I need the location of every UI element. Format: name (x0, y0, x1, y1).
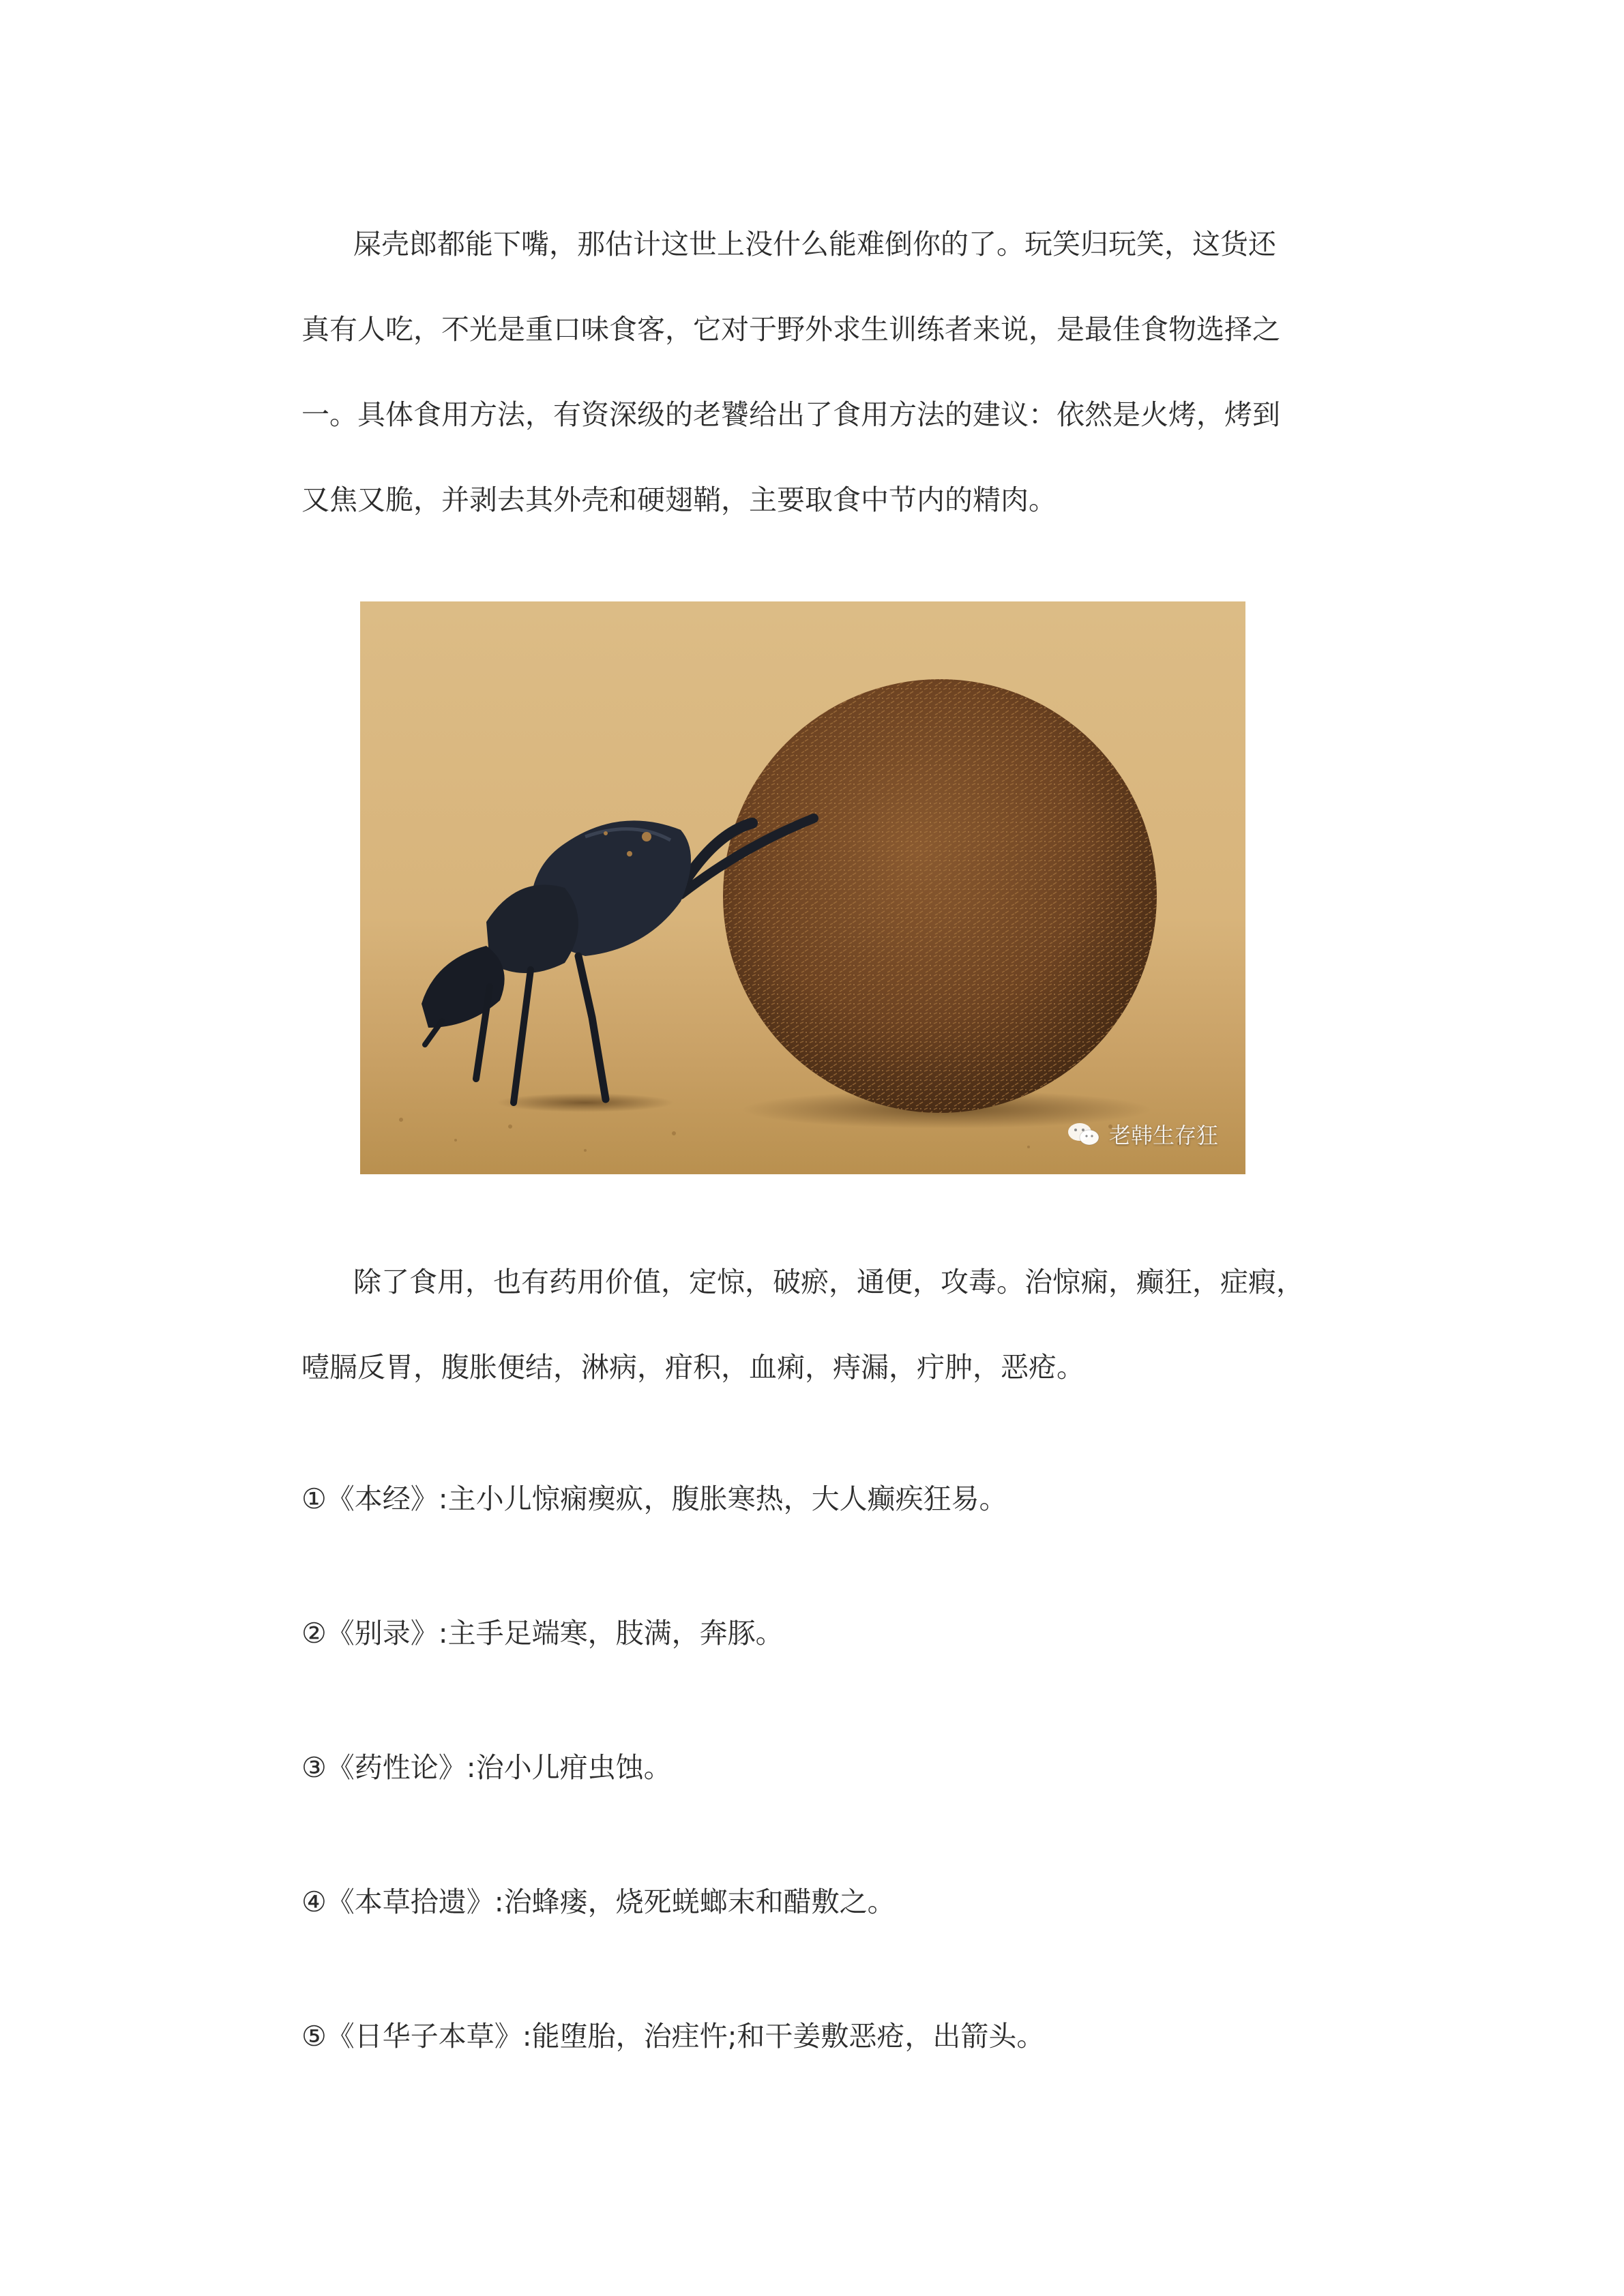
wechat-icon (1067, 1120, 1101, 1148)
medicinal-paragraph (301, 1240, 1311, 1410)
beetle-illustration (360, 601, 1245, 1174)
reference-item: ①《本经》:主小儿惊痫瘈疭，腹胀寒热，大人癫疾狂易。 (301, 1482, 1007, 1515)
paragraph-line: 噎膈反胃，腹胀便结，淋病，疳积，血痢，痔漏，疔肿，恶疮。 (301, 1351, 1084, 1384)
intro-paragraph (301, 202, 1311, 543)
paragraph-line: 除了食用，也有药用价值，定惊，破瘀，通便，攻毒。治惊痫，癫狂，症瘕， (353, 1266, 1304, 1298)
paragraph-line: 真有人吃，不光是重口味食客，它对于野外求生训练者来说，是最佳食物选择之 (301, 313, 1280, 346)
reference-item: ⑤《日华子本草》:能堕胎，治疰忤;和干姜敷恶疮，出箭头。 (301, 2020, 1045, 2053)
reference-item: ③《药性论》:治小儿疳虫蚀。 (301, 1751, 672, 1784)
paragraph-line: 屎壳郎都能下嘴，那估计这世上没什么能难倒你的了。玩笑归玩笑，这货还 (353, 228, 1276, 260)
paragraph-line: 又焦又脆，并剥去其外壳和硬翅鞘，主要取食中节内的精肉。 (301, 483, 1057, 516)
watermark (1067, 1118, 1218, 1150)
watermark-text: 老韩生存狂 (1108, 1122, 1218, 1148)
reference-item: ④《本草拾遗》:治蜂瘘，烧死蜣螂末和醋敷之。 (301, 1885, 896, 1918)
dung-beetle-photo (360, 601, 1245, 1174)
paragraph-line: 一。具体食用方法，有资深级的老饕给出了食用方法的建议：依然是火烤，烤到 (301, 398, 1280, 431)
reference-item: ②《别录》:主手足端寒，肢满，奔豚。 (301, 1617, 784, 1650)
